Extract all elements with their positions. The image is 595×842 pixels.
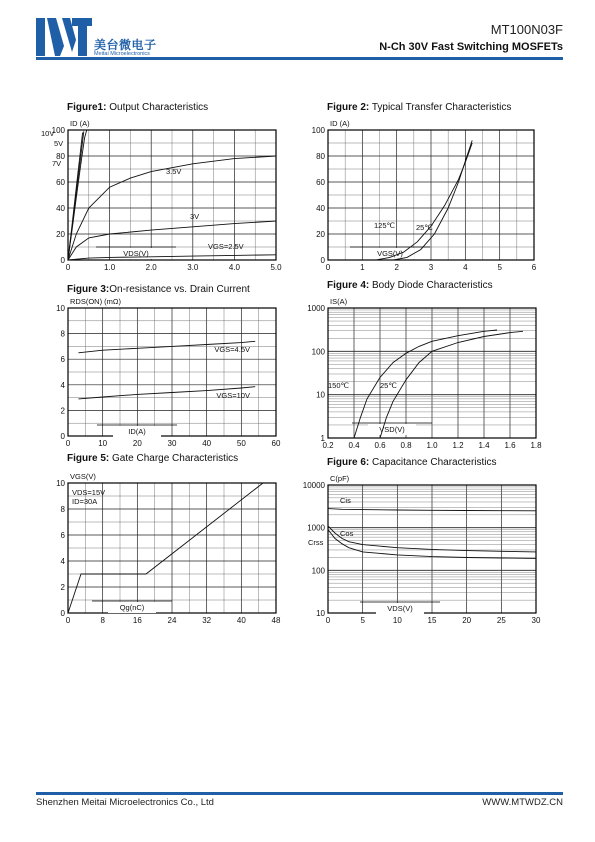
x-tick-label: 5 (497, 263, 502, 272)
x-tick-label: 2.0 (145, 263, 157, 272)
figure5-title: Figure 5: Gate Charge Characteristics (67, 453, 239, 464)
y-axis-label: ID (A) (70, 119, 90, 128)
x-tick-label: 0 (325, 616, 331, 625)
y-axis-label: RDS(ON) (mΩ) (70, 297, 122, 306)
series-label-0: 150℃ (328, 381, 349, 390)
x-tick-label: 0.4 (348, 441, 360, 450)
x-tick-label: 25 (496, 616, 506, 625)
gate-charge-chart (40, 463, 290, 631)
x-axis-label: VSD(V) (379, 425, 405, 434)
capacitance-chart (300, 467, 550, 631)
series-line-0 (354, 330, 497, 438)
series-line-0 (376, 143, 472, 260)
x-tick-label: 40 (202, 439, 212, 448)
y-tick-label: 4 (60, 380, 65, 390)
y-tick-label: 100 (51, 126, 65, 135)
x-tick-label: 6 (531, 263, 537, 272)
x-tick-label: 0 (325, 263, 331, 272)
output-characteristics-chart (40, 112, 290, 282)
x-tick-label: 0.8 (400, 441, 412, 450)
y-tick-label: 10 (56, 479, 65, 488)
series-label-1: 25℃ (380, 381, 397, 390)
x-tick-label: 24 (167, 616, 177, 625)
figure2-title: Figure 2: Typical Transfer Characteristics (327, 102, 512, 113)
y-tick-label: 100 (311, 126, 325, 135)
x-tick-label: 3 (428, 263, 434, 272)
x-tick-label: 30 (531, 616, 541, 625)
series-label-2: Crss (308, 538, 324, 547)
y-tick-label: 10 (316, 390, 325, 400)
y-tick-label: 60 (56, 178, 65, 187)
y-tick-label: 10000 (302, 481, 325, 490)
brand-name-cn: 美台微电子 (94, 38, 157, 52)
series-line-1 (380, 331, 523, 438)
y-axis-label: VGS(V) (70, 472, 96, 481)
x-axis-label: ID(A) (128, 427, 146, 436)
body-diode-chart (300, 290, 550, 452)
header-rule (36, 57, 563, 60)
x-tick-label: 32 (202, 616, 212, 625)
series-label-3: 3.5V (166, 167, 182, 176)
x-tick-label: 10 (98, 439, 108, 448)
series-label-1: 5V (54, 139, 64, 148)
x-tick-label: 60 (271, 439, 281, 448)
brand-name-en: Meitai Microelectronics (94, 51, 150, 57)
y-tick-label: 0 (320, 256, 325, 265)
x-tick-label: 1.0 (104, 263, 116, 272)
x-tick-label: 16 (132, 616, 142, 625)
on-resistance-chart (40, 294, 290, 452)
y-tick-label: 10 (316, 609, 325, 618)
y-tick-label: 0 (60, 256, 65, 265)
series-label-0: 125℃ (374, 221, 395, 230)
series-label-4: 3V (190, 212, 200, 221)
chart-annotation: ID=30A (72, 497, 98, 506)
y-axis-label: C(pF) (330, 474, 350, 483)
x-tick-label: 0 (65, 263, 71, 272)
x-tick-label: 0.6 (374, 441, 386, 450)
y-tick-label: 2 (60, 406, 65, 416)
x-axis-label: VDS(V) (123, 249, 149, 258)
series-label-5: VGS=2.5V (208, 242, 244, 251)
x-tick-label: 1.8 (530, 441, 542, 450)
series-label-1: VGS=10V (216, 391, 250, 400)
figure4-title: Figure 4: Body Diode Characteristics (327, 280, 493, 291)
y-tick-label: 8 (60, 329, 65, 339)
series-label-1: Cos (340, 529, 354, 538)
y-tick-label: 2 (60, 583, 65, 592)
y-tick-label: 80 (316, 152, 325, 161)
y-tick-label: 100 (311, 566, 325, 576)
x-tick-label: 1.4 (478, 441, 490, 450)
y-tick-label: 100 (311, 347, 325, 357)
footer-company: Shenzhen Meitai Microelectronics Co., Ltd (36, 797, 214, 808)
y-tick-label: 10 (56, 304, 65, 313)
x-tick-label: 20 (132, 439, 142, 448)
y-axis-label: ID (A) (330, 119, 350, 128)
y-tick-label: 6 (60, 355, 65, 365)
x-tick-label: 15 (427, 616, 437, 625)
x-tick-label: 1.6 (504, 441, 516, 450)
x-tick-label: 1.2 (452, 441, 464, 450)
y-tick-label: 1000 (307, 304, 325, 313)
y-tick-label: 0 (60, 609, 65, 618)
y-tick-label: 1 (320, 434, 325, 443)
x-tick-label: 20 (462, 616, 472, 625)
company-logo (36, 18, 92, 56)
y-tick-label: 20 (56, 230, 65, 239)
x-tick-label: 0 (65, 439, 71, 448)
y-tick-label: 60 (316, 178, 325, 187)
x-tick-label: 50 (236, 439, 246, 448)
x-tick-label: 48 (271, 616, 281, 625)
series-line-1 (393, 140, 472, 260)
x-tick-label: 2 (394, 263, 399, 272)
y-tick-label: 8 (60, 505, 65, 514)
x-tick-label: 4.0 (228, 263, 240, 272)
part-number: MT100N03F (490, 22, 563, 37)
series-label-2: 7V (52, 159, 62, 168)
y-tick-label: 80 (56, 152, 65, 161)
series-label-1: 25℃ (416, 223, 433, 232)
series-label-0: 10V (41, 129, 55, 138)
y-tick-label: 6 (60, 531, 65, 540)
x-tick-label: 8 (100, 616, 105, 625)
x-axis-label: Qg(nC) (119, 603, 145, 612)
x-tick-label: 1.0 (426, 441, 438, 450)
series-line-2 (68, 131, 84, 260)
y-tick-label: 1000 (307, 523, 325, 533)
x-tick-label: 4 (463, 263, 468, 272)
product-subtitle: N-Ch 30V Fast Switching MOSFETs (379, 41, 563, 53)
y-tick-label: 20 (316, 230, 325, 239)
x-tick-label: 10 (392, 616, 402, 625)
y-axis-label: IS(A) (330, 297, 348, 306)
x-tick-label: 0.2 (322, 441, 334, 450)
x-tick-label: 3.0 (187, 263, 199, 272)
figure1-title: Figure1: Output Characteristics (67, 102, 209, 113)
footer-website: WWW.MTWDZ.CN (482, 797, 563, 808)
figure6-title: Figure 6: Capacitance Characteristics (327, 457, 497, 468)
x-tick-label: 5 (360, 616, 365, 625)
y-tick-label: 40 (316, 204, 325, 213)
chart-annotation: VDS=15V (72, 488, 106, 497)
series-label-0: Cis (340, 496, 351, 505)
figure3-title: Figure 3:On-resistance vs. Drain Current (67, 284, 250, 295)
x-tick-label: 30 (167, 439, 177, 448)
x-tick-label: 0 (65, 616, 71, 625)
transfer-characteristics-chart (300, 112, 550, 277)
x-axis-label: VGS(V) (377, 249, 403, 258)
x-tick-label: 40 (236, 616, 246, 625)
x-axis-label: VDS(V) (387, 604, 413, 613)
footer-rule (36, 792, 563, 795)
y-tick-label: 40 (56, 204, 65, 213)
y-tick-label: 0 (60, 432, 65, 441)
series-label-0: VGS=4.5V (214, 345, 250, 354)
x-tick-label: 1 (360, 263, 365, 272)
x-tick-label: 5.0 (270, 263, 282, 272)
y-tick-label: 4 (60, 557, 65, 566)
